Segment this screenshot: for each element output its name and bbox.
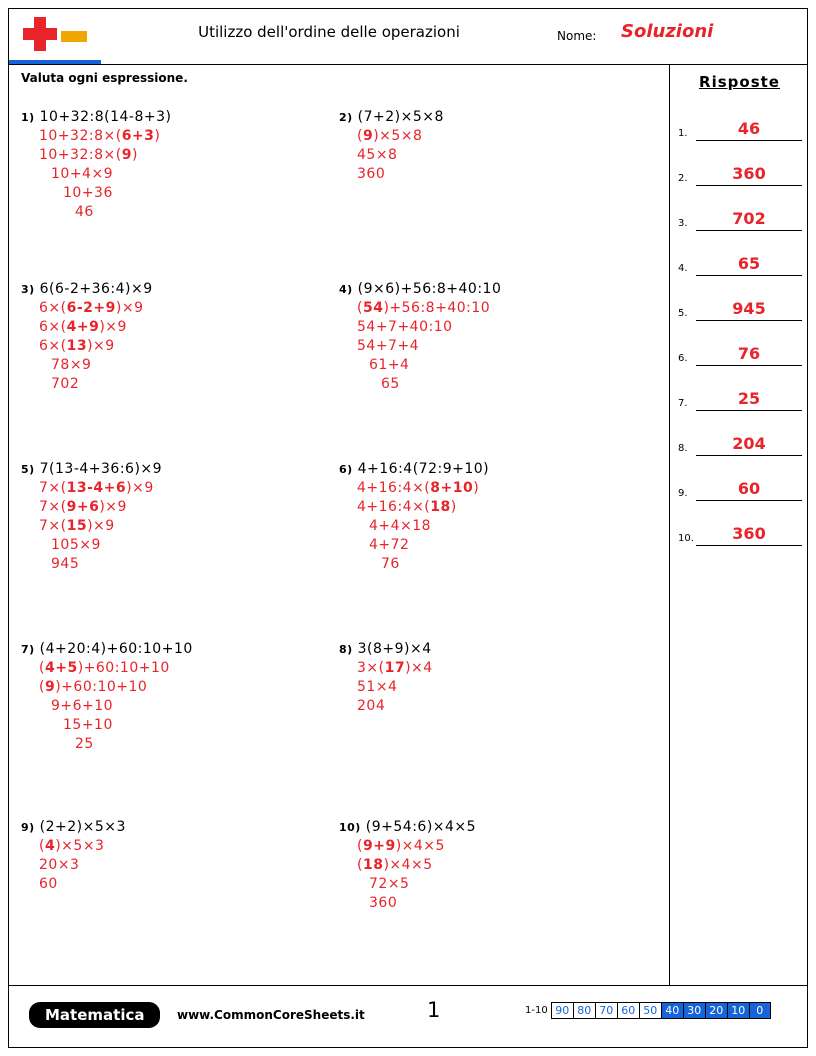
problem-1 [21, 109, 339, 220]
solution-answer: 204 [357, 698, 386, 714]
answer-row-10 [678, 506, 802, 546]
answer-number: 4. [678, 263, 688, 274]
answer-row-8 [678, 416, 802, 456]
problem-head: 10) (9+54:6)×4×5 [339, 819, 477, 835]
scale-label: 1-10 [525, 1005, 548, 1016]
scale-cell-10: 10 [727, 1002, 749, 1019]
problem-expression: 6(6-2+36:4)×9 [39, 281, 153, 297]
solution-step: 4+16:4×(8+10) [357, 480, 480, 496]
problem-head: 2) (7+2)×5×8 [339, 109, 444, 125]
solution-step: 10+32:8×(9) [39, 147, 138, 163]
solution-step: 4+72 [369, 537, 410, 553]
scale-cell-50: 50 [639, 1002, 661, 1019]
answer-number: 8. [678, 443, 688, 454]
problem-head: 3) 6(6-2+36:4)×9 [21, 281, 153, 297]
problem-head: 5) 7(13-4+36:6)×9 [21, 461, 163, 477]
solution-step: (4)×5×3 [39, 838, 105, 854]
solution-step: 10+36 [63, 185, 113, 201]
minus-icon [61, 31, 87, 42]
problem-7 [21, 641, 339, 752]
solution-step: 15+10 [63, 717, 113, 733]
solution-answer: 76 [381, 556, 400, 572]
problem-expression: (9×6)+56:8+40:10 [357, 281, 502, 297]
answer-row-4 [678, 236, 802, 276]
answer-row-3 [678, 191, 802, 231]
problem-2 [339, 109, 657, 182]
answer-row-2 [678, 146, 802, 186]
solution-step: (9)+60:10+10 [39, 679, 148, 695]
logo [9, 9, 101, 64]
solution-step: 7×(15)×9 [39, 518, 115, 534]
page-header [9, 9, 807, 65]
scale-cell-20: 20 [705, 1002, 727, 1019]
answer-value: 46 [737, 119, 761, 138]
problem-3 [21, 281, 339, 392]
scale-cell-70: 70 [595, 1002, 617, 1019]
problem-6 [339, 461, 657, 572]
problem-5 [21, 461, 339, 572]
answer-value: 65 [737, 254, 761, 273]
solution-answer: 945 [51, 556, 80, 572]
answers-heading: Risposte [699, 73, 780, 91]
solution-step: 10+32:8×(6+3) [39, 128, 161, 144]
solution-answer: 25 [75, 736, 94, 752]
answer-number: 1. [678, 128, 688, 139]
problem-expression: (2+2)×5×3 [39, 819, 126, 835]
instruction-text: Valuta ogni espressione. [21, 71, 188, 85]
answer-value: 204 [732, 434, 766, 453]
solution-step: (54)+56:8+40:10 [357, 300, 491, 316]
answer-number: 9. [678, 488, 688, 499]
scale-cell-80: 80 [573, 1002, 595, 1019]
answer-number: 2. [678, 173, 688, 184]
solution-step: 6×(13)×9 [39, 338, 115, 354]
problem-head: 4) (9×6)+56:8+40:10 [339, 281, 502, 297]
answer-row-5 [678, 281, 802, 321]
problem-expression: 4+16:4(72:9+10) [357, 461, 490, 477]
problem-expression: (7+2)×5×8 [357, 109, 444, 125]
answer-number: 6. [678, 353, 688, 364]
answer-value: 945 [732, 299, 766, 318]
problem-expression: 3(8+9)×4 [357, 641, 432, 657]
page-title: Utilizzo dell'ordine delle operazioni [198, 23, 460, 41]
answer-row-6 [678, 326, 802, 366]
page-number: 1 [427, 998, 441, 1022]
solution-step: 6×(6-2+9)×9 [39, 300, 144, 316]
solution-step: 72×5 [369, 876, 410, 892]
problem-4 [339, 281, 657, 392]
scale-cell-0: 0 [749, 1002, 771, 1019]
solutions-label: Soluzioni [621, 21, 714, 42]
grading-scale [525, 1002, 771, 1019]
solution-step: 9+6+10 [51, 698, 114, 714]
scale-cell-40: 40 [661, 1002, 683, 1019]
answer-value: 76 [737, 344, 761, 363]
scale-cell-90: 90 [551, 1002, 573, 1019]
solution-step: 45×8 [357, 147, 398, 163]
problem-10 [339, 819, 657, 911]
solution-step: 3×(17)×4 [357, 660, 433, 676]
subject-badge: Matematica [29, 1002, 160, 1028]
solution-step: 4+16:4×(18) [357, 499, 457, 515]
solution-step: 4+4×18 [369, 518, 432, 534]
solution-step: (4+5)+60:10+10 [39, 660, 170, 676]
solution-step: 10+4×9 [51, 166, 114, 182]
answer-value: 360 [732, 164, 766, 183]
solution-step: 20×3 [39, 857, 80, 873]
name-label: Nome: [557, 29, 597, 43]
problem-head: 8) 3(8+9)×4 [339, 641, 432, 657]
solution-step: 61+4 [369, 357, 410, 373]
answer-number: 7. [678, 398, 688, 409]
answer-value: 702 [732, 209, 766, 228]
solution-answer: 360 [357, 166, 386, 182]
problems-area [9, 91, 669, 971]
solution-answer: 65 [381, 376, 400, 392]
solution-step: 54+7+40:10 [357, 319, 453, 335]
problem-expression: 7(13-4+36:6)×9 [39, 461, 163, 477]
solution-step: (18)×4×5 [357, 857, 433, 873]
answer-number: 10. [678, 533, 694, 544]
solution-step: 54+7+4 [357, 338, 420, 354]
solution-answer: 60 [39, 876, 58, 892]
scale-cell-30: 30 [683, 1002, 705, 1019]
website-url: www.CommonCoreSheets.it [177, 1008, 365, 1022]
answer-value: 60 [737, 479, 761, 498]
problem-expression: (9+54:6)×4×5 [365, 819, 477, 835]
solution-answer: 46 [75, 204, 94, 220]
answer-value: 25 [737, 389, 761, 408]
solution-step: 105×9 [51, 537, 101, 553]
solution-step: (9)×5×8 [357, 128, 423, 144]
solution-answer: 360 [369, 895, 398, 911]
problem-head: 7) (4+20:4)+60:10+10 [21, 641, 193, 657]
solution-step: 51×4 [357, 679, 398, 695]
problem-8 [339, 641, 657, 714]
answer-number: 5. [678, 308, 688, 319]
solution-step: 6×(4+9)×9 [39, 319, 127, 335]
problem-9 [21, 819, 339, 892]
problem-head: 1) 10+32:8(14-8+3) [21, 109, 172, 125]
problem-head: 6) 4+16:4(72:9+10) [339, 461, 490, 477]
page-footer [9, 985, 807, 1047]
problem-expression: 10+32:8(14-8+3) [39, 109, 172, 125]
answer-number: 3. [678, 218, 688, 229]
solution-step: 7×(13-4+6)×9 [39, 480, 154, 496]
solution-answer: 702 [51, 376, 80, 392]
plus-icon [23, 17, 57, 51]
solution-step: 7×(9+6)×9 [39, 499, 127, 515]
answer-row-9 [678, 461, 802, 501]
answers-panel [669, 65, 808, 985]
answer-row-1 [678, 101, 802, 141]
problem-head: 9) (2+2)×5×3 [21, 819, 126, 835]
solution-step: 78×9 [51, 357, 92, 373]
answer-row-7 [678, 371, 802, 411]
scale-cell-60: 60 [617, 1002, 639, 1019]
solution-step: (9+9)×4×5 [357, 838, 445, 854]
problem-expression: (4+20:4)+60:10+10 [39, 641, 193, 657]
worksheet-page [8, 8, 808, 1048]
answer-value: 360 [732, 524, 766, 543]
